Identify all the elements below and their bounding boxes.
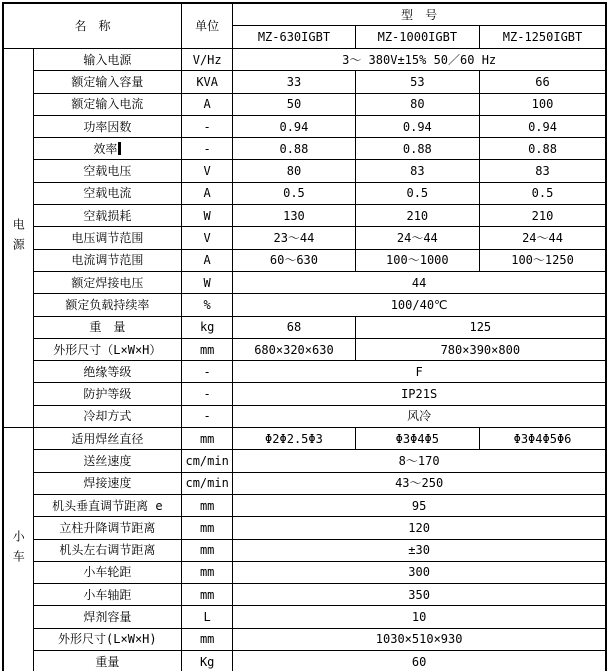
- row-value-all-models: 350: [233, 584, 606, 606]
- row-name-text: 功率因数: [83, 119, 132, 134]
- row-unit: mm: [182, 517, 233, 539]
- header-unit: 单位: [182, 3, 233, 49]
- row-value-models-2-3: 125: [355, 316, 606, 338]
- table-row: [3, 205, 606, 227]
- row-value-model-2: 80: [355, 93, 479, 115]
- row-name: [33, 182, 182, 204]
- row-value-all-models: 风冷: [233, 405, 606, 427]
- row-name-text: 额定负载持续率: [65, 297, 150, 312]
- row-value-model-2: 24～44: [355, 227, 479, 249]
- row-unit: cm/min: [182, 472, 233, 494]
- table-row: [3, 93, 606, 115]
- row-unit: -: [182, 361, 233, 383]
- row-name: [33, 271, 182, 293]
- row-name: [33, 383, 182, 405]
- table-row: [3, 316, 606, 338]
- row-name: [33, 115, 182, 137]
- row-name-text: 防护等级: [83, 387, 132, 402]
- row-name: [33, 294, 182, 316]
- row-unit: A: [182, 182, 233, 204]
- table-row: [3, 472, 606, 494]
- row-value-all-models: 8～170: [233, 450, 606, 472]
- row-name: [33, 361, 182, 383]
- row-name: [33, 138, 182, 160]
- row-name-text: 小车轮距: [83, 565, 132, 580]
- row-value-all-models: 120: [233, 517, 606, 539]
- row-value-model-3: 0.94: [480, 115, 606, 137]
- row-value-all-models: 1030×510×930: [233, 628, 606, 650]
- row-name-text: 空载损耗: [83, 208, 132, 223]
- row-value-all-models: 95: [233, 494, 606, 516]
- row-unit: cm/min: [182, 450, 233, 472]
- table-row: [3, 405, 606, 427]
- row-value-model-3: 24～44: [480, 227, 606, 249]
- table-row: [3, 428, 606, 450]
- row-name-text: 空载电压: [83, 164, 132, 179]
- row-value-model-1: 68: [233, 316, 355, 338]
- row-value-model-3: Φ3Φ4Φ5Φ6: [480, 428, 606, 450]
- table-row: [3, 494, 606, 516]
- row-name: [33, 472, 182, 494]
- row-value-all-models: ±30: [233, 539, 606, 561]
- row-name: [33, 561, 182, 583]
- row-name-text: 电压调节范围: [71, 231, 144, 246]
- text-caret: [118, 142, 121, 155]
- row-name: [33, 249, 182, 271]
- row-name: [33, 405, 182, 427]
- table-row: [3, 361, 606, 383]
- table-row: [3, 227, 606, 249]
- row-value-model-3: 66: [480, 71, 606, 93]
- row-value-model-1: Φ2Φ2.5Φ3: [233, 428, 355, 450]
- row-name-text: 冷却方式: [83, 409, 132, 424]
- row-name: [33, 651, 182, 671]
- model-name: MZ-1250IGBT: [480, 26, 606, 49]
- row-unit: mm: [182, 539, 233, 561]
- row-name: [33, 338, 182, 360]
- row-value-all-models: 44: [233, 271, 606, 293]
- row-name-text: 绝缘等级: [83, 364, 132, 379]
- row-name-text: 电流调节范围: [71, 253, 144, 268]
- table-row: [3, 249, 606, 271]
- row-value-model-3: 0.88: [480, 138, 606, 160]
- table-row: [3, 71, 606, 93]
- row-name: [33, 316, 182, 338]
- table-row: [3, 517, 606, 539]
- row-value-all-models: IP21S: [233, 383, 606, 405]
- row-unit: kg: [182, 316, 233, 338]
- row-name: [33, 93, 182, 115]
- row-name-text: 立柱升降调节距离: [59, 520, 156, 535]
- row-value-model-1: 50: [233, 93, 355, 115]
- table-row: [3, 138, 606, 160]
- row-value-model-1: 23～44: [233, 227, 355, 249]
- row-unit: mm: [182, 428, 233, 450]
- row-value-model-1: 0.94: [233, 115, 355, 137]
- row-value-all-models: 43～250: [233, 472, 606, 494]
- table-row: [3, 450, 606, 472]
- row-value-model-2: 0.88: [355, 138, 479, 160]
- row-name: [33, 49, 182, 71]
- row-unit: W: [182, 205, 233, 227]
- table-row: [3, 115, 606, 137]
- row-value-models-2-3: 780×390×800: [355, 338, 606, 360]
- row-unit: KVA: [182, 71, 233, 93]
- row-unit: -: [182, 115, 233, 137]
- row-name-text: 输入电源: [83, 52, 132, 67]
- row-unit: -: [182, 138, 233, 160]
- row-name-text: 机头垂直调节距离 e: [52, 498, 163, 513]
- row-value-all-models: F: [233, 361, 606, 383]
- table-row: [3, 561, 606, 583]
- row-unit: V: [182, 227, 233, 249]
- row-name: [33, 606, 182, 628]
- row-unit: %: [182, 294, 233, 316]
- row-value-all-models: 3～ 380V±15% 50／60 Hz: [233, 49, 606, 71]
- table-row: [3, 271, 606, 293]
- row-name-text: 重 量: [89, 320, 126, 335]
- model-name: MZ-1000IGBT: [355, 26, 479, 49]
- table-row: [3, 383, 606, 405]
- row-name-text: 外形尺寸(L×W×H): [58, 632, 157, 647]
- group-label-text: 小车: [11, 530, 26, 571]
- header-row-top: [3, 3, 606, 26]
- row-name-text: 焊剂容量: [83, 610, 132, 625]
- row-value-model-2: 0.94: [355, 115, 479, 137]
- table-row: [3, 49, 606, 71]
- row-value-model-3: 100～1250: [480, 249, 606, 271]
- row-value-model-1: 33: [233, 71, 355, 93]
- row-value-model-1: 0.5: [233, 182, 355, 204]
- row-unit: -: [182, 405, 233, 427]
- table-row: [3, 338, 606, 360]
- group-label-text: 电源: [11, 218, 26, 259]
- row-unit: V/Hz: [182, 49, 233, 71]
- row-value-all-models: 60: [233, 651, 606, 671]
- model-name: MZ-630IGBT: [233, 26, 355, 49]
- row-value-model-1: 130: [233, 205, 355, 227]
- row-value-model-2: 53: [355, 71, 479, 93]
- row-value-model-2: 83: [355, 160, 479, 182]
- table-row: [3, 539, 606, 561]
- row-value-model-3: 83: [480, 160, 606, 182]
- row-name-text: 额定焊接电压: [71, 275, 144, 290]
- row-name: [33, 71, 182, 93]
- table-row: [3, 628, 606, 650]
- row-value-model-1: 0.88: [233, 138, 355, 160]
- header-name: 名 称: [3, 3, 182, 49]
- table-row: [3, 160, 606, 182]
- row-value-all-models: 100/40℃: [233, 294, 606, 316]
- row-name-text: 重量: [95, 654, 120, 669]
- section-group-label: [3, 49, 33, 428]
- row-value-all-models: 300: [233, 561, 606, 583]
- row-value-model-3: 210: [480, 205, 606, 227]
- row-name-text: 送丝速度: [83, 453, 132, 468]
- spec-table: [2, 2, 607, 671]
- row-value-model-2: Φ3Φ4Φ5: [355, 428, 479, 450]
- row-name: [33, 205, 182, 227]
- row-unit: L: [182, 606, 233, 628]
- table-row: [3, 606, 606, 628]
- row-name: [33, 494, 182, 516]
- row-name-text: 效率: [93, 142, 118, 157]
- row-name-text: 焊接速度: [83, 476, 132, 491]
- row-value-model-1: 60～630: [233, 249, 355, 271]
- row-unit: mm: [182, 561, 233, 583]
- row-name: [33, 517, 182, 539]
- row-unit: W: [182, 271, 233, 293]
- row-value-model-2: 100～1000: [355, 249, 479, 271]
- row-unit: mm: [182, 338, 233, 360]
- row-name-text: 适用焊丝直径: [71, 431, 144, 446]
- row-value-all-models: 10: [233, 606, 606, 628]
- row-value-model-2: 0.5: [355, 182, 479, 204]
- row-unit: V: [182, 160, 233, 182]
- row-unit: A: [182, 249, 233, 271]
- row-name: [33, 628, 182, 650]
- header-model: 型 号: [233, 3, 606, 26]
- row-name: [33, 450, 182, 472]
- section-group-label: [3, 428, 33, 671]
- table-row: [3, 182, 606, 204]
- row-value-model-1: 80: [233, 160, 355, 182]
- row-name: [33, 539, 182, 561]
- row-name-text: 额定输入电流: [71, 97, 144, 112]
- table-row: [3, 651, 606, 671]
- row-value-model-1: 680×320×630: [233, 338, 355, 360]
- row-name-text: 小车轴距: [83, 587, 132, 602]
- row-unit: mm: [182, 628, 233, 650]
- table-row: [3, 584, 606, 606]
- row-name-text: 空载电流: [83, 186, 132, 201]
- row-name: [33, 227, 182, 249]
- row-name-text: 额定输入容量: [71, 74, 144, 89]
- row-unit: -: [182, 383, 233, 405]
- row-value-model-2: 210: [355, 205, 479, 227]
- row-unit: mm: [182, 494, 233, 516]
- row-unit: A: [182, 93, 233, 115]
- row-value-model-3: 100: [480, 93, 606, 115]
- row-name: [33, 584, 182, 606]
- row-value-model-3: 0.5: [480, 182, 606, 204]
- row-name-text: 机头左右调节距离: [59, 543, 156, 558]
- table-row: [3, 294, 606, 316]
- row-name: [33, 160, 182, 182]
- row-name-text: 外形尺寸（L×W×H）: [53, 342, 162, 357]
- row-name: [33, 428, 182, 450]
- row-unit: mm: [182, 584, 233, 606]
- row-unit: Kg: [182, 651, 233, 671]
